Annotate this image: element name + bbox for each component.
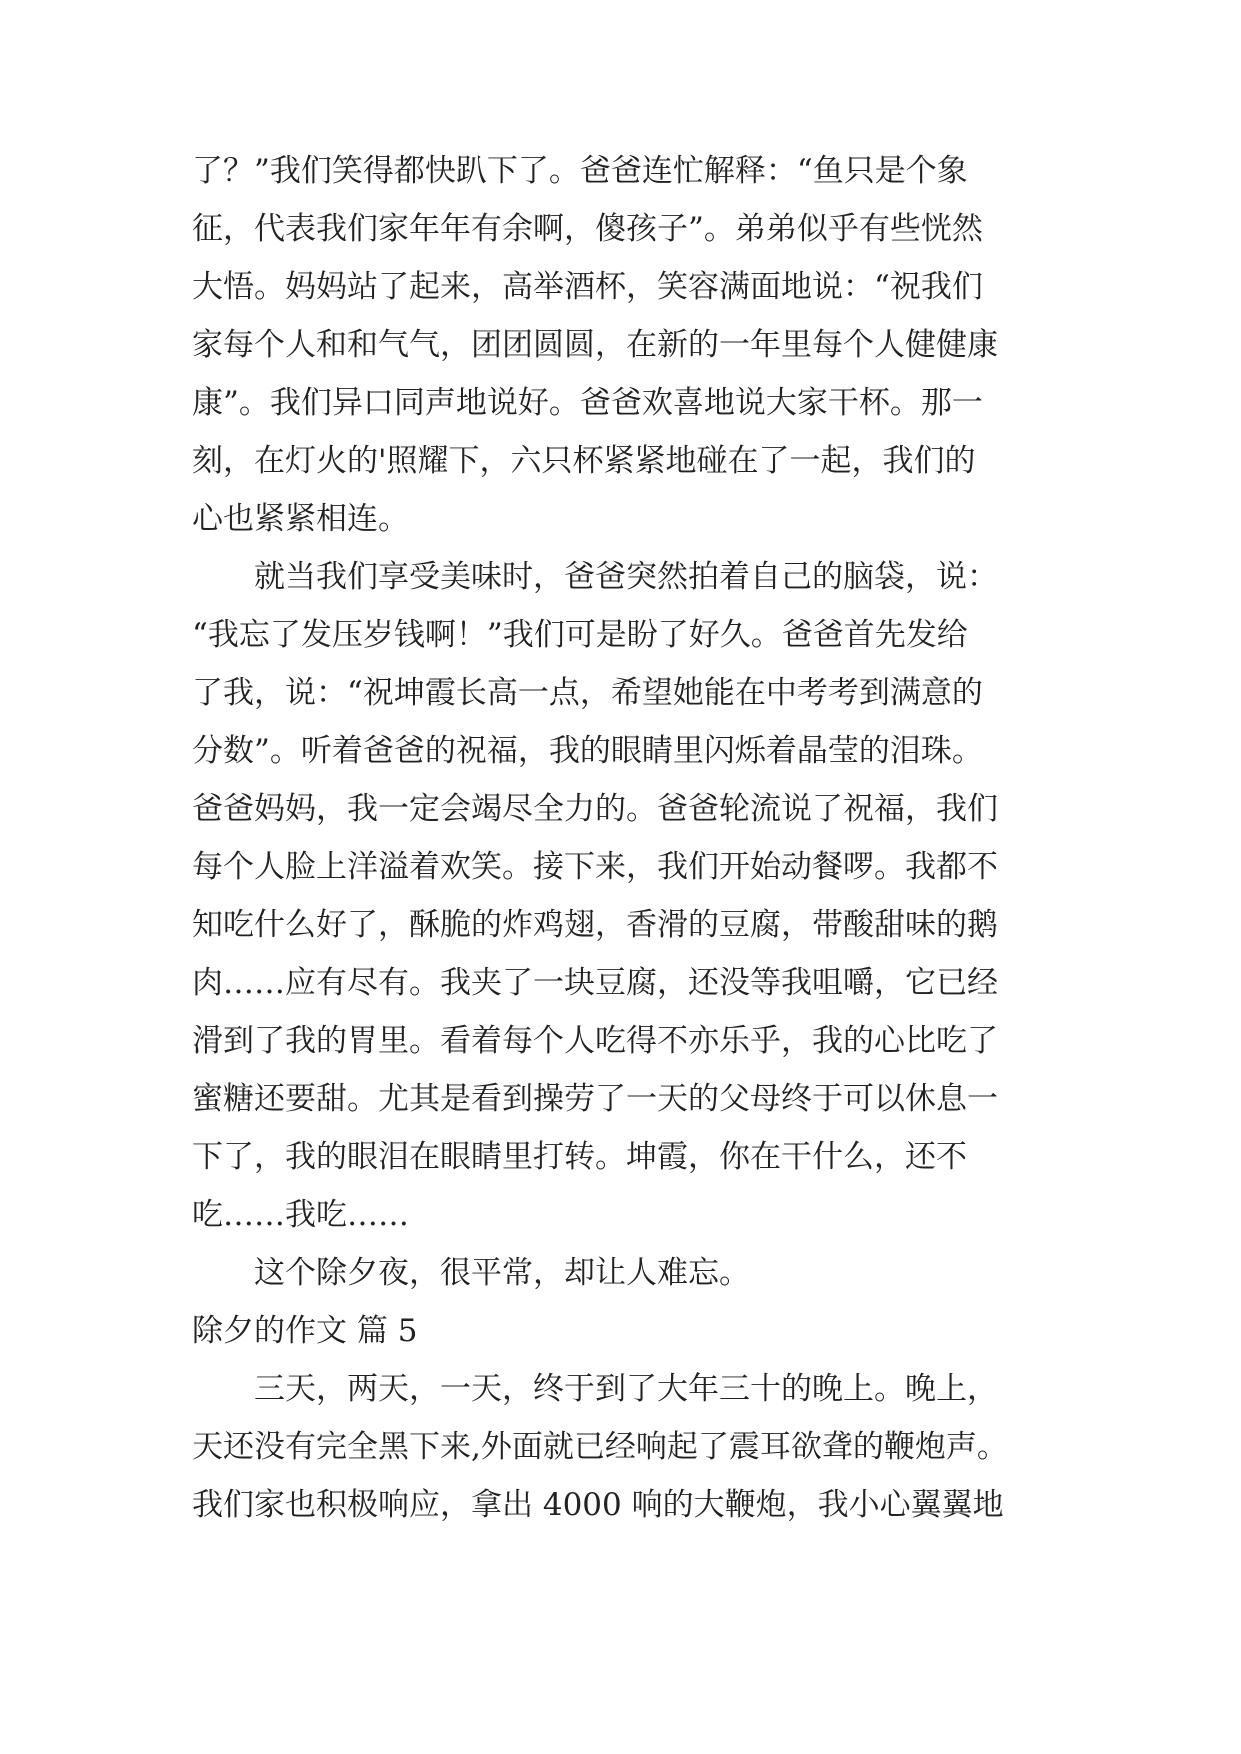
- text-line: 天还没有完全黑下来,外面就已经响起了震耳欲聋的鞭炮声。: [192, 1429, 1008, 1465]
- paragraph-start-line: 就当我们享受美味时，爸爸突然拍着自己的脑袋，说：: [254, 559, 998, 595]
- text-line: “我忘了发压岁钱啊！”我们可是盼了好久。爸爸首先发给: [192, 617, 968, 653]
- text-line: 征，代表我们家年年有余啊，傻孩子”。弟弟似乎有些恍然: [192, 211, 983, 247]
- text-line: 吃……我吃……: [192, 1197, 409, 1233]
- paragraph-start-line: 这个除夕夜，很平常，却让人难忘。: [254, 1255, 750, 1291]
- text-line: 每个人脸上洋溢着欢笑。接下来，我们开始动餐啰。我都不: [192, 849, 998, 885]
- text-line: 肉……应有尽有。我夹了一块豆腐，还没等我咀嚼，它已经: [192, 965, 998, 1001]
- document-page: [192, 142, 1062, 1534]
- text-line: 心也紧紧相连。: [192, 501, 409, 537]
- text-line: 家每个人和和气气，团团圆圆，在新的一年里每个人健健康: [192, 327, 998, 363]
- text-line: 康”。我们异口同声地说好。爸爸欢喜地说大家干杯。那一: [192, 385, 983, 421]
- text-line: 分数”。听着爸爸的祝福，我的眼睛里闪烁着晶莹的泪珠。: [192, 733, 983, 769]
- text-line: 爸爸妈妈，我一定会竭尽全力的。爸爸轮流说了祝福，我们: [192, 791, 998, 827]
- text-line: 我们家也积极响应，拿出 4000 响的大鞭炮，我小心翼翼地: [192, 1487, 1004, 1523]
- text-line: 了我，说：“祝坤霞长高一点，希望她能在中考考到满意的: [192, 675, 983, 711]
- text-line: 知吃什么好了，酥脆的炸鸡翅，香滑的豆腐，带酸甜味的鹅: [192, 907, 998, 943]
- text-line: 刻，在灯火的'照耀下，六只杯紧紧地碰在了一起，我们的: [192, 443, 976, 479]
- text-line: 大悟。妈妈站了起来，高举酒杯，笑容满面地说：“祝我们: [192, 269, 983, 305]
- text-line: 下了，我的眼泪在眼睛里打转。坤霞，你在干什么，还不: [192, 1139, 967, 1175]
- section-heading: 除夕的作文 篇 5: [192, 1313, 418, 1349]
- text-line: 蜜糖还要甜。尤其是看到操劳了一天的父母终于可以休息一: [192, 1081, 998, 1117]
- paragraph-start-line: 三天，两天，一天，终于到了大年三十的晚上。晚上，: [254, 1371, 998, 1407]
- text-line: 滑到了我的胃里。看着每个人吃得不亦乐乎，我的心比吃了: [192, 1023, 998, 1059]
- text-line: 了？”我们笑得都快趴下了。爸爸连忙解释：“鱼只是个象: [192, 153, 968, 189]
